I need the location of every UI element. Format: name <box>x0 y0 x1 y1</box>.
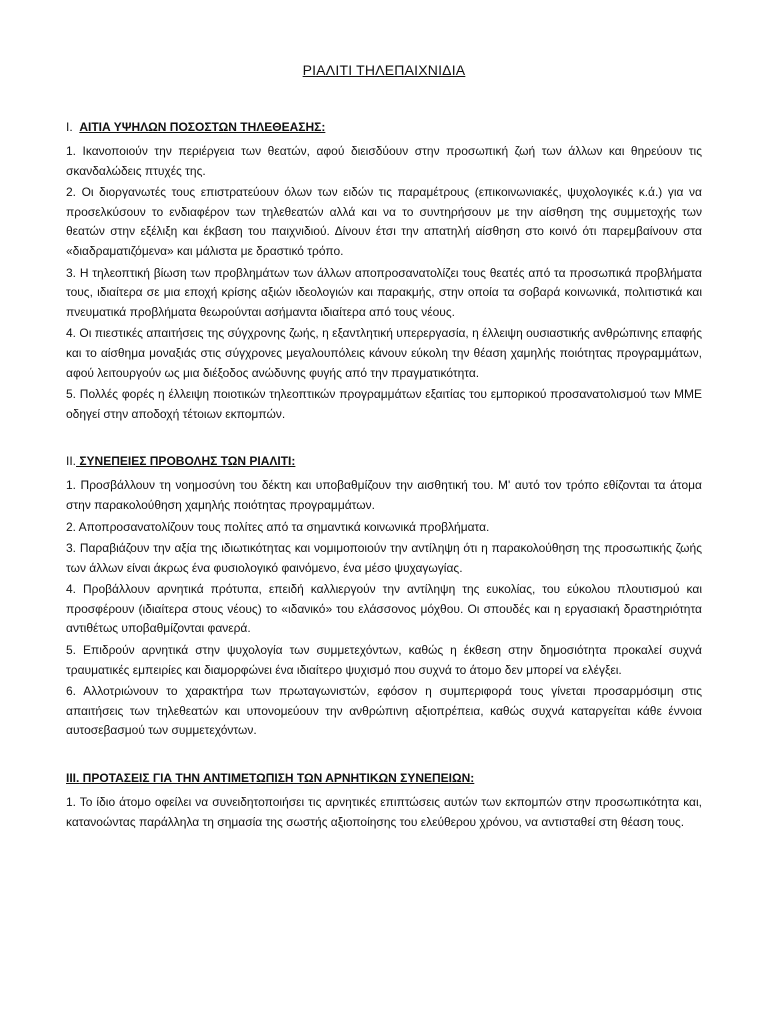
section-proposals <box>66 769 702 832</box>
list-item: 6. Αλλοτριώνουν το χαρακτήρα των πρωταγωνιστών, εφόσον η συμπεριφορά τους γίνεται προσαρμόσιμη στις απαιτήσεις των τηλεθεατών και υπονομεύουν την ανθρώπινη αξιοπρέπεια, καθώς συχνά καταργείται κάθε έννοια αυτοσεβασμού των συμμετεχόντων. <box>66 684 702 738</box>
list-item: 3. Παραβιάζουν την αξία της ιδιωτικότητας και νομιμοποιούν την αντίληψη ότι η παρακολούθηση της προσωπικής ζωής των άλλων είναι άκρως ένα φυσιολογικό φαινόμενο, ένα μέσο ψυχαγωγίας. <box>66 541 702 575</box>
list-item: 1. Ικανοποιούν την περιέργεια των θεατών, αφού διεισδύουν στην προσωπική ζωή των άλλων και θηρεύουν τις σκανδαλώδεις πτυχές της. <box>66 144 702 178</box>
list-item: 4. Προβάλλουν αρνητικά πρότυπα, επειδή καλλιεργούν την αντίληψη της ευκολίας, του εύκολου πλουτισμού και προσφέρουν (ιδιαίτερα στους νέους) το «ιδανικό» του ελάσσονος μόχθου. Οι σπουδές και η εργασιακή δραστηριότητα αντιθέτως υποβαθμίζονται φανερά. <box>66 582 702 636</box>
section-heading <box>66 452 702 470</box>
document-title: ΡΙΑΛΙΤΙ ΤΗΛΕΠΑΙΧΝΙΔΙΑ <box>302 62 466 78</box>
list-item: 2. Οι διοργανωτές τους επιστρατεύουν όλων των ειδών τις παραμέτρους (επικοινωνιακές, ψυχολογικές κ.ά.) για να προσελκύσουν το ενδιαφέρον των τηλεθεατών αλλά και να το συντηρήσουν με την αίσθηση της συμμετοχής των θεατών στην εξέλιξη και έκβαση του παιχνιδιού. Δίνουν έτσι την απατηλή αίσθηση στο κοινό ότι παρεμβαίνουν στα «διαδραματιζόμενα» και μάλιστα με δραστικό τρόπο. <box>66 185 702 258</box>
list-item: 4. Οι πιεστικές απαιτήσεις της σύγχρονης ζωής, η εξαντλητική υπερεργασία, η έλλειψη ουσιαστικής ανθρώπινης επαφής και το αίσθημα μοναξιάς στις σύγχρονες μεγαλουπόλεις κάνουν εύκολη την θέαση χαμηλής ποιότητας προγραμμάτων, αφού λειτουργούν ως μια διέξοδος ανώδυνης φυγής από την πραγματικότητα. <box>66 326 702 380</box>
section-heading-text: ΠΡΟΤΑΣΕΙΣ ΓΙΑ ΤΗΝ ΑΝΤΙΜΕΤΩΠΙΣΗ ΤΩΝ ΑΡΝΗΤΙΚΩΝ ΣΥΝΕΠΕΙΩΝ: <box>79 771 475 786</box>
section-heading <box>66 118 702 136</box>
section-heading-text: ΑΙΤΙΑ ΥΨΗΛΩΝ ΠΟΣΟΣΤΩΝ ΤΗΛΕΘΕΑΣΗΣ: <box>79 120 326 134</box>
list-item: 5. Πολλές φορές η έλλειψη ποιοτικών τηλεοπτικών προγραμμάτων εξαιτίας του εμπορικού προσανατολισμού των ΜΜΕ οδηγεί στην αποδοχή τέτοιων εκπομπών. <box>66 387 702 421</box>
list-item: 2. Αποπροσανατολίζουν τους πολίτες από τα σημαντικά κοινωνικά προβλήματα. <box>66 519 490 534</box>
section-heading-text: ΣΥΝΕΠΕΙΕΣ ΠΡΟΒΟΛΗΣ ΤΩΝ ΡΙΑΛΙΤΙ: <box>76 454 296 469</box>
list-item: 5. Επιδρούν αρνητικά στην ψυχολογία των συμμετεχόντων, καθώς η έκθεση στην δημοσιότητα προκαλεί συχνά τραυματικές εμπειρίες και διαμορφώνει ένα ιδιαίτερο ψυχισμό που συχνά το άτομο δεν μπορεί να ελέγξει. <box>66 643 702 677</box>
section-number: III. <box>66 771 80 786</box>
list-item: 1. Το ίδιο άτομο οφείλει να συνειδητοποιήσει τις αρνητικές επιπτώσεις αυτών των εκπομπών στην προσωπικότητα και, κατανοώντας παράλληλα τη σημασία της σωστής αξιοποίησης του ελεύθερου χρόνου, να αντισταθεί στη θέαση τους. <box>66 795 702 829</box>
section-number: I. <box>66 120 73 134</box>
section-consequences <box>66 452 702 741</box>
section-heading <box>66 769 702 787</box>
list-item: 3. Η τηλεοπτική βίωση των προβλημάτων των άλλων αποπροσανατολίζει τους θεατές από τα προσωπικά προβλήματα τους, ιδιαίτερα σε μια εποχή κρίσης αξιών ιδεολογιών και παρακμής, στην οποία τα σοβαρά κοινωνικά, πολιτιστικά και πνευματικά προβλήματα θεωρούνται ασήμαντα ιδιαίτερα από τους νέους. <box>66 265 702 319</box>
list-item: 1. Προσβάλλουν τη νοημοσύνη του δέκτη και υποβαθμίζουν την αισθητική του. Μ' αυτό τον τρόπο εθίζονται τα άτομα στην παρακολούθηση χαμηλής ποιότητας προγραμμάτων. <box>66 478 702 512</box>
section-number: II. <box>66 454 77 469</box>
section-causes <box>66 118 702 424</box>
